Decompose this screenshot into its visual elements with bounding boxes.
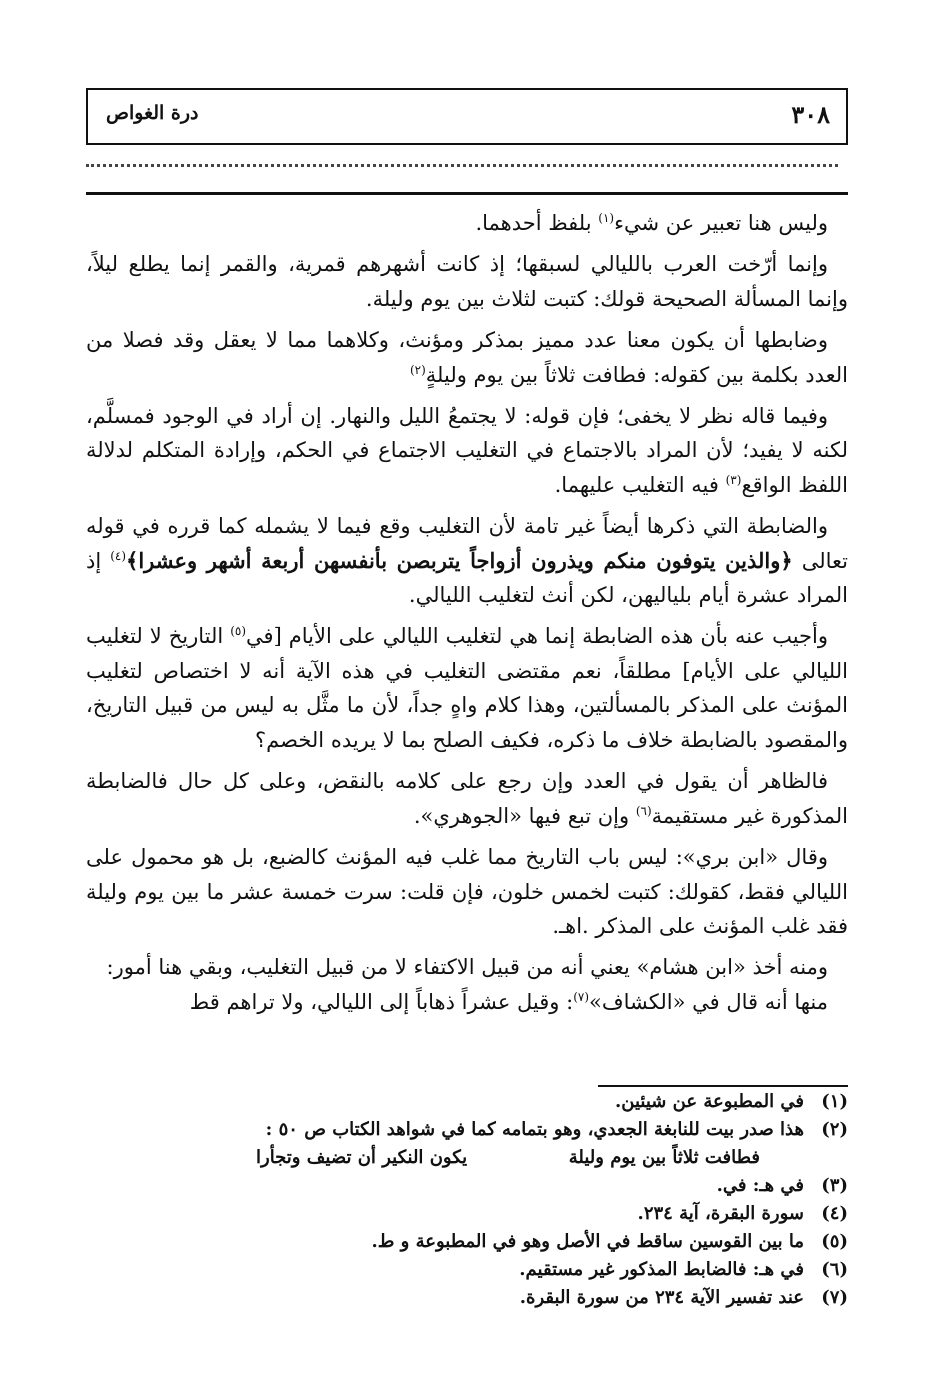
footnote-ref: (٧) — [573, 989, 590, 1004]
page-number: ٣٠٨ — [791, 100, 830, 129]
footnote-2: (٢) هذا صدر بيت للنابغة الجعدي، وهو بتمامه كما في شواهد الكتاب ص ٥٠ : — [265, 1119, 848, 1140]
footnote-1: (١) في المطبوعة عن شيئين. — [615, 1091, 848, 1112]
footnote-ref: (٥) — [230, 624, 247, 639]
paragraph-1: وليس هنا تعبير عن شيء$^{(١)}$ بلفظ أحدهما. — [475, 211, 828, 235]
footnote-ref: (٦) — [635, 803, 652, 818]
footnote-rule — [598, 1085, 848, 1087]
footnote-5: (٥) ما بين القوسين ساقط في الأصل وهو في المطبوعة و ط. — [371, 1231, 848, 1252]
verse-hemistich-1: فطافت ثلاثاً بين يوم وليلة — [568, 1147, 760, 1168]
footnote-7: (٧) عند تفسير الآية ٢٣٤ من سورة البقرة. — [519, 1287, 848, 1308]
running-title: درة الغواص — [106, 102, 199, 124]
footnote-ref: (١) — [598, 211, 615, 225]
paragraph-9: ومنه أخذ «ابن هشام» يعني أنه من قبيل الاكتفاء لا من قبيل التغليب، وبقي هنا أمور: — [106, 955, 828, 980]
footnote-6: (٦) في هـ: فالضابط المذكور غير مستقيم. — [519, 1259, 848, 1280]
quran-verse: ﴿والذين يتوفون منكم ويذرون أزواجاً يتربصن بأنفسهن أربعة أشهر وعشرا﴾ — [126, 547, 793, 573]
footnote-ref: (٤) — [110, 548, 127, 563]
footnote-ref: (٣) — [725, 472, 742, 487]
paragraph-7: فالظاهر أن يقول في العدد وإن رجع على كلامه بالنقض، وعلى كل حال فالضابطة المذكورة غير مستقيمة$^{(٦)}$ وإن تبع فيها «الجوهري». — [86, 769, 848, 828]
dotted-divider — [86, 152, 838, 167]
poetry-verse — [86, 1144, 848, 1172]
footnote-3: (٣) في هـ: في. — [716, 1175, 848, 1196]
paragraph-3: وضابطها أن يكون معنا عدد مميز بمذكر ومؤنث، وكلاهما مما لا يعقل وقد فصلا من العدد بكلمة بين كقوله: فطافت ثلاثاً بين يوم وليلةٍ$^{(٢)}$ — [86, 328, 848, 387]
paragraph-6: وأجيب عنه بأن هذه الضابطة إنما هي لتغليب الليالي على الأيام [في$^{(٥)}$ التاريخ لا لتغليب الليالي على الأيام] مطلقاً، نعم مقتضى التغليب في هذه الآية أنه لا اختصاص لتغليب المؤنث على المذكر بالمسألتين، وهذا كلام واهٍ جداً، لأن ما مثَّل به ليس من قبيل التاريخ، والمقصود بالضابطة خلاف ما ذكره، فكيف الصلح بما لا يريده الخصم؟ — [86, 624, 848, 752]
paragraph-5: والضابطة التي ذكرها أيضاً غير تامة لأن التغليب وقع فيما لا يشمله كما قرره في قوله تعالى ﴿والذين يتوفون منكم ويذرون أزواجاً يتربصن بأنفسهن أربعة أشهر وعشرا﴾$^{(٤)}$ إذ المراد عشرة أيام بلياليهن، لكن أنث لتغليب الليالي. — [86, 514, 848, 608]
page-header — [86, 88, 848, 145]
paragraph-2: وإنما أرّخت العرب بالليالي لسبقها؛ إذ كانت أشهرهم قمرية، والقمر إنما يطلع ليلاً، وإنما المسألة الصحيحة قولك: كتبت لثلاث بين يوم وليلة. — [86, 252, 848, 311]
verse-hemistich-2: يكون النكير أن تضيف وتجأرا — [256, 1147, 468, 1168]
paragraph-8: وقال «ابن بري»: ليس باب التاريخ مما غلب فيه المؤنث كالضبع، بل هو محمول على الليالي فقط، كقولك: كتبت لخمس خلون، فإن قلت: سرت خمسة عشر ما بين يوم وليلة فقد غلب المؤنث على المذكر .اهـ. — [86, 845, 848, 939]
header-rule — [86, 192, 848, 195]
paragraph-10: منها أنه قال في «الكشاف»$^{(٧)}$: وقيل عشراً ذهاباً إلى الليالي، ولا تراهم قط — [189, 989, 828, 1014]
main-text — [86, 206, 848, 1026]
paragraph-4: وفيما قاله نظر لا يخفى؛ فإن قوله: لا يجتمعُ الليل والنهار. إن أراد في الوجود فمسلَّم، لكنه لا يفيد؛ لأن المراد بالاجتماع في التغليب الاجتماع في الحكم، وإرادة المتكلم لدلالة اللفظ الواقع$^{(٣)}$ فيه التغليب عليهما. — [86, 403, 848, 497]
footnotes — [86, 1088, 848, 1312]
footnote-ref: (٢) — [409, 362, 426, 377]
footnote-4: (٤) سورة البقرة، آية ٢٣٤. — [637, 1203, 848, 1224]
